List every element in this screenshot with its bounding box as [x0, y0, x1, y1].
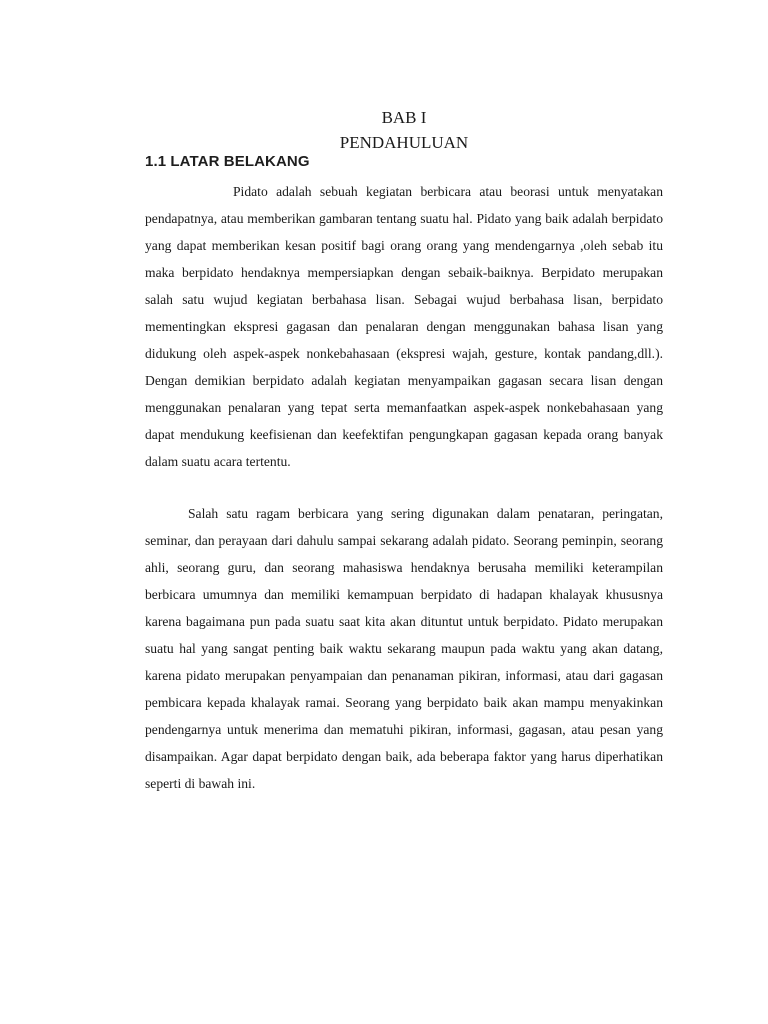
chapter-number: BAB I: [381, 108, 427, 127]
body-paragraph: Salah satu ragam berbicara yang sering digunakan dalam penataran, peringatan, seminar, dan perayaan dari dahulu sampai sekarang adalah pidato. Seorang peminpin, seorang ahli, seorang guru, dan seorang mahasiswa hendaknya berusaha memiliki keterampilan berbicara umumnya dan memiliki kemampuan berpidato di hadapan khalayak khususnya karena bagaimana pun pada suatu saat kita akan dituntut untuk berpidato. Pidato merupakan suatu hal yang sangat penting baik waktu sekarang maupun pada waktu yang akan datang, karena pidato merupakan penyampaian dan penanaman pikiran, informasi, atau dari gagasan pembicara kepada khalayak ramai. Seorang yang berpidato baik akan mampu menyakinkan pendengarnya untuk menerima dan mematuhi pikiran, informasi, gagasan, atau pesan yang disampaikan. Agar dapat berpidato dengan baik, ada beberapa faktor yang harus diperhatikan seperti di bawah ini.: [145, 506, 663, 791]
chapter-title: PENDAHULUAN: [339, 133, 469, 152]
section-heading: 1.1 LATAR BELAKANG: [145, 153, 310, 170]
body-paragraph: Pidato adalah sebuah kegiatan berbicara atau beorasi untuk menyatakan pendapatnya, atau memberikan gambaran tentang suatu hal. Pidato yang baik adalah berpidato yang dapat memberikan kesan positif bagi orang orang yang mendengarnya ,oleh sebab itu maka berpidato hendaknya mempersiapkan dengan sebaik-baiknya. Berpidato merupakan salah satu wujud kegiatan berbahasa lisan. Sebagai wujud berbahasa lisan, berpidato mementingkan ekspresi gagasan dan penalaran dengan menggunakan bahasa lisan yang didukung oleh aspek-aspek nonkebahasaan (ekspresi wajah, gesture, kontak pandang,dll.). Dengan demikian berpidato adalah kegiatan menyampaikan gagasan secara lisan dengan menggunakan penalaran yang tepat serta memanfaatkan aspek-aspek nonkebahasaan yang dapat mendukung keefisienan dan keefektifan pengungkapan gagasan kepada orang banyak dalam suatu acara tertentu.: [145, 184, 663, 469]
